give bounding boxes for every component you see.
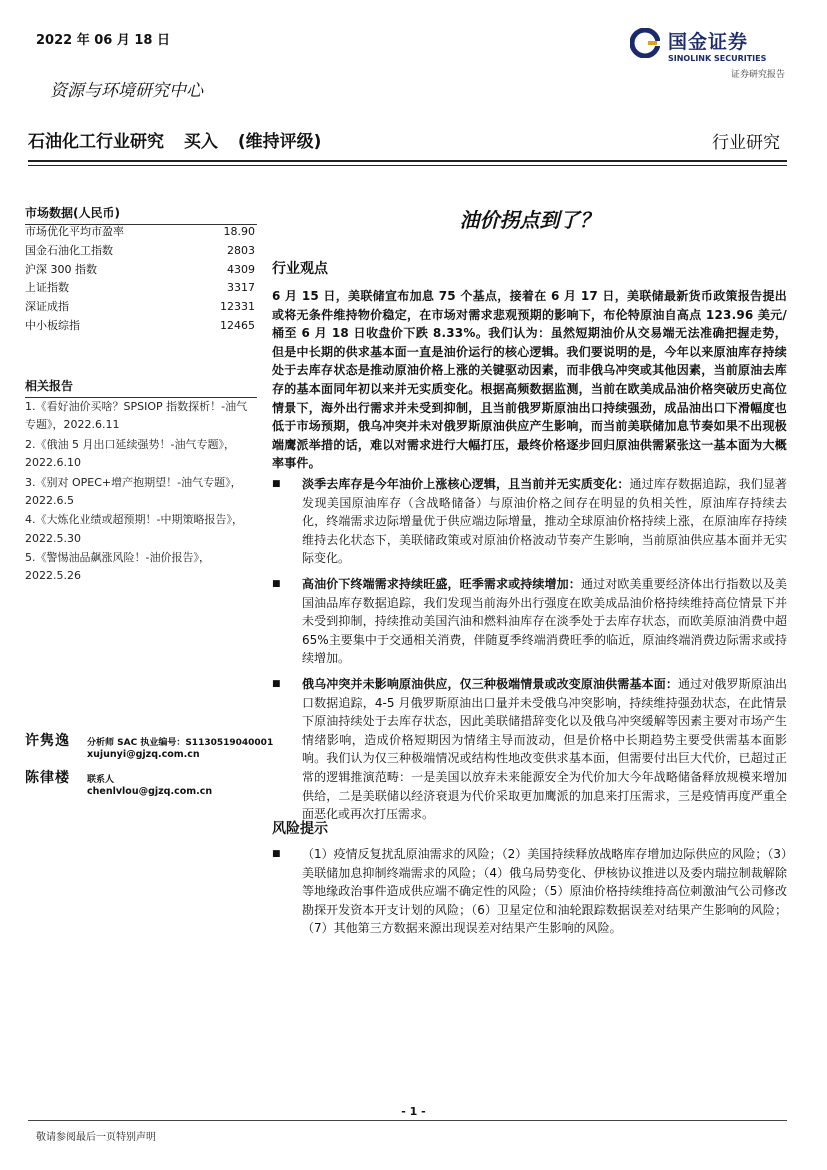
key-point-title: 高油价下终端需求持续旺盛，旺季需求或持续增加： — [302, 576, 581, 591]
key-point-text: 通过库存数据追踪，我们显著发现美国原油库存（含战略储备）与原油价格之间存在明显的负相关性，原油库存持续去化，终端需求边际增量优于供应端边际增量，推动全球原油价格持续上涨，在原油库存持续维持去化状态下，美联储政策或对原油价格波动节奏产生影响，当前原油供应基本面并无实际变化。 — [302, 477, 787, 566]
market-value: 2803 — [227, 243, 255, 257]
header-divider — [28, 160, 787, 162]
contact-email[interactable]: chenlvlou@gjzq.com.cn — [87, 786, 213, 797]
market-label: 国金石油化工指数 — [25, 243, 113, 257]
footer-divider — [28, 1120, 787, 1121]
contact-role: 联系人 — [87, 775, 115, 785]
key-point-text: 通过对俄罗斯原油出口数据追踪，4-5 月俄罗斯原油出口量并未受俄乌冲突影响，持续维持强劲状态，在此情景下原油持续处于去库存状态，因此美联储措辞变化以及俄乌冲突缓解等因素主要对市场产生情绪影响，造成价格短期因为情绪主导而波动，但是价格中长期趋势主要受供需基本面影响。我们认为仅三种极端情况或结构性地改变供求基本面，但需要付出巨大代价，已超过正常的逻辑推演范畴：一是美国以放弃未来能源安全为代价加大今年战略储备释放规模来增加供给，二是美联储以经济衰退为代价采取更加鹰派的加息来打压需求，三是疫情再度严重全面恶化或再次打压需求。 — [302, 676, 787, 822]
risk-list — [272, 845, 787, 945]
report-date: 2022 年 06 月 18 日 — [36, 33, 170, 48]
related-report-link[interactable]: 5.《警惕油品飙涨风险！-油价报告》，2022.5.26 — [25, 551, 210, 583]
market-label: 沪深 300 指数 — [25, 262, 97, 276]
market-value: 3317 — [227, 281, 255, 295]
contact-name: 陈律楼 — [25, 770, 70, 786]
report-title-row — [28, 127, 335, 152]
related-reports-list — [25, 398, 257, 587]
logo-subtitle: 证券研究报告 — [730, 70, 785, 80]
key-point — [272, 675, 787, 824]
analyst-role: 分析师 SAC 执业编号：S1130519040001 — [87, 738, 274, 748]
summary-paragraph: 6 月 15 日，美联储宣布加息 75 个基点，接着在 6 月 17 日，美联储最新货币政策报告提出或将无条件维持物价稳定，在市场对需求悲观预期的影响下，布伦特原油自高点 123.96 美元/桶至 6 月 18 日收盘价下跌 8.33%。我们认为：虽然短期油价从交易端无法准确把握走势，但是中长期的供求基本面一直是油价运行的核心逻辑。我们要说明的是，今年以来原油库存持续处于去库存状态是推动原油价格上涨的关键驱动因素，而非俄乌冲突或其他因素，当前原油去库存的基本面同年初以来并无实质变化。根据高频数据监测，当前在欧美成品油价格突破历史高位情景下，海外出行需求并未受到抑制，且当前俄罗斯原油出口持续强劲，成品油出口下滑幅度也低于市场预期，俄乌冲突并未对俄罗斯原油供应产生影响，而当前美联储加息节奏如果不出现极端鹰派举措的话，难以对需求进行大幅打压，最终价格逐步回归原油供需紧张这一基本面为大概率事件。 — [272, 289, 787, 471]
market-row — [25, 298, 257, 317]
market-row — [25, 261, 257, 280]
rating-note: (维持评级) — [237, 132, 322, 152]
market-row — [25, 223, 257, 242]
market-value: 18.90 — [223, 225, 255, 238]
related-report-link[interactable]: 4.《大炼化业绩或超预期！-中期策略报告》，2022.5.30 — [25, 513, 243, 545]
industry-view-heading: 行业观点 — [272, 261, 328, 277]
key-point-text: 通过对欧美重要经济体出行指数以及美国油品库存数据追踪，我们发现当前海外出行强度在欧美成品油价格持续维持高位情景下并未受到抑制，持续推动美国汽油和燃料油库存在淡季处于去库存状态，而欧美原油消费中超 65%主要集中于交通相关消费，伴随夏季终端消费旺季的临近，原油终端消费边际需求或持续增加。 — [302, 576, 787, 666]
key-point-title: 俄乌冲突并未影响原油供应，仅三种极端情景或改变原油供需基本面： — [302, 676, 678, 691]
market-label: 深证成指 — [25, 300, 69, 314]
analyst-name: 许隽逸 — [25, 733, 70, 749]
market-value: 12465 — [220, 318, 255, 332]
page-number: - 1 - — [401, 1105, 426, 1118]
market-value: 4309 — [227, 262, 255, 276]
key-point — [272, 475, 787, 568]
market-data-heading: 市场数据(人民币) — [25, 204, 257, 225]
related-report-link[interactable]: 3.《别对 OPEC+增产抱期望！-油气专题》，2022.6.5 — [25, 475, 242, 507]
key-point — [272, 575, 787, 668]
header-divider-thin — [28, 165, 787, 166]
risk-item: ■ （1）疫情反复扰乱原油需求的风险；（2）美国持续释放战略库存增加边际供应的风险；（3）美联储加息抑制终端需求的风险；（4）俄乌局势变化、伊核协议推进以及委内瑞拉制裁解除等地缘政治事件造成供应端不确定性的风险；（5）原油价格持续维持高位刺激油气公司修改勘探开发资本开支计划的风险；（6）卫星定位和油轮跟踪数据误差对结果产生影响的风险；（7）其他第三方数据来源出现误差对结果产生影响的风险。 — [272, 845, 787, 938]
market-label: 市场优化平均市盈率 — [25, 225, 124, 238]
logo-mark-icon — [630, 28, 660, 58]
market-row — [25, 279, 257, 298]
market-value: 12331 — [220, 300, 255, 314]
company-logo — [630, 22, 785, 84]
related-report-link[interactable]: 2.《俄油 5 月出口延续强势！-油气专题》，2022.6.10 — [25, 437, 235, 470]
industry-title: 石油化工行业研究 — [28, 132, 164, 152]
key-points-list — [272, 475, 787, 831]
logo-text-en: SINOLINK SECURITIES — [668, 54, 767, 63]
report-type: 行业研究 — [712, 133, 780, 153]
market-row — [25, 317, 257, 336]
market-row — [25, 242, 257, 261]
report-headline: 油价拐点到了？ — [459, 208, 600, 232]
footer-disclaimer[interactable]: 敬请参阅最后一页特别声明 — [36, 1132, 156, 1143]
risk-heading: 风险提示 — [272, 821, 328, 837]
analyst-email[interactable]: xujunyi@gjzq.com.cn — [87, 749, 200, 760]
related-reports-heading: 相关报告 — [25, 377, 257, 398]
department-name: 资源与环境研究中心 — [50, 81, 203, 101]
market-data-table — [25, 223, 257, 336]
market-label: 上证指数 — [25, 281, 69, 295]
rating: 买入 — [183, 132, 218, 152]
market-label: 中小板综指 — [25, 318, 80, 332]
logo-text-cn: 国金证券 — [668, 31, 749, 53]
related-report-link[interactable]: 1.《看好油价买啥？SPSIOP 指数探析！-油气专题》，2022.6.11 — [25, 400, 248, 432]
key-point-title: 淡季去库存是今年油价上涨核心逻辑，且当前并无实质变化： — [302, 477, 630, 491]
